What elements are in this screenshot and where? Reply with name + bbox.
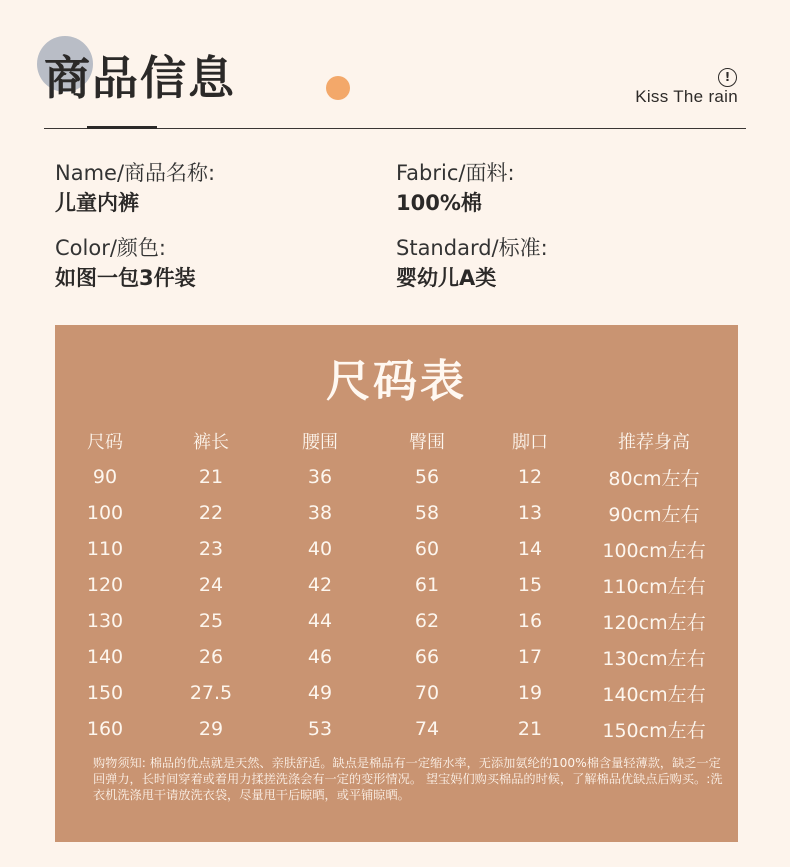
table-cell: 27.5 (189, 682, 233, 704)
table-cell: 21 (517, 718, 543, 740)
table-cell: 130cm左右 (602, 647, 706, 670)
table-cell: 44 (307, 610, 333, 632)
table-cell: 150cm左右 (602, 719, 706, 742)
table-row (55, 459, 738, 495)
table-row (55, 531, 738, 567)
column-header: 脚口 (512, 432, 548, 453)
table-cell: 36 (307, 466, 333, 488)
product-name-label: Name/商品名称: (55, 161, 216, 185)
color-label: Color/颜色: (55, 236, 166, 260)
table-cell: 110cm左右 (602, 575, 706, 598)
shopping-notice: 购物须知: 棉品的优点就是天然、亲肤舒适。缺点是棉品有一定缩水率，无添加氨纶的100%棉含量轻薄款，缺乏一定回弹力，长时间穿着或着用力揉搓洗涤会有一定的变形情况。 望宝妈们购买棉品的时候，了解棉品优缺点后购买。:洗衣机洗涤甩干请放洗衣袋，尽量甩干后晾晒，或平铺晾晒。 (93, 756, 723, 802)
column-header: 裤长 (193, 432, 229, 453)
table-row (55, 495, 738, 531)
table-cell: 46 (307, 646, 333, 668)
table-cell: 25 (198, 610, 224, 632)
table-cell: 56 (414, 466, 440, 488)
table-cell: 21 (198, 466, 224, 488)
color-block (55, 233, 196, 293)
table-row (55, 603, 738, 639)
table-row (55, 711, 738, 747)
table-cell: 160 (86, 718, 124, 740)
brand-name: Kiss The rain (635, 87, 738, 106)
table-cell: 130 (86, 610, 124, 632)
table-cell: 150 (86, 682, 124, 704)
fabric-label: Fabric/面料: (396, 161, 515, 185)
table-cell: 58 (414, 502, 440, 524)
table-cell: 22 (198, 502, 224, 524)
table-cell: 13 (517, 502, 543, 524)
table-cell: 49 (307, 682, 333, 704)
product-name-value: 儿童内裤 (55, 191, 139, 215)
column-header: 推荐身高 (618, 432, 690, 453)
table-cell: 60 (414, 538, 440, 560)
table-cell: 100cm左右 (602, 539, 706, 562)
table-cell: 53 (307, 718, 333, 740)
table-cell: 23 (198, 538, 224, 560)
table-cell: 61 (414, 574, 440, 596)
table-cell: 26 (198, 646, 224, 668)
table-cell: 80cm左右 (608, 467, 700, 490)
column-header: 腰围 (302, 432, 338, 453)
table-cell: 100 (86, 502, 124, 524)
table-cell: 14 (517, 538, 543, 560)
table-cell: 42 (307, 574, 333, 596)
table-cell: 70 (414, 682, 440, 704)
column-header: 臀围 (409, 432, 445, 453)
standard-label: Standard/标准: (396, 236, 548, 260)
table-cell: 90cm左右 (608, 503, 700, 526)
table-cell: 15 (517, 574, 543, 596)
table-cell: 38 (307, 502, 333, 524)
table-cell: 74 (414, 718, 440, 740)
header-divider-accent (87, 126, 157, 129)
page-title: 商品信息 (44, 51, 236, 105)
table-cell: 66 (414, 646, 440, 668)
size-chart-title: 尺码表 (326, 356, 467, 407)
table-cell: 12 (517, 466, 543, 488)
table-cell: 140 (86, 646, 124, 668)
fabric-block (396, 158, 515, 218)
table-row (55, 567, 738, 603)
table-cell: 29 (198, 718, 224, 740)
exclamation-circle-icon: ! (718, 68, 737, 87)
standard-value: 婴幼儿A类 (396, 266, 497, 290)
column-header: 尺码 (87, 432, 123, 453)
table-row (55, 639, 738, 675)
table-cell: 17 (517, 646, 543, 668)
table-cell: 40 (307, 538, 333, 560)
table-cell: 140cm左右 (602, 683, 706, 706)
size-table (55, 423, 738, 747)
table-cell: 62 (414, 610, 440, 632)
table-cell: 16 (517, 610, 543, 632)
table-cell: 90 (92, 466, 118, 488)
product-name-block (55, 158, 215, 218)
table-cell: 19 (517, 682, 543, 704)
decorative-orange-dot (326, 76, 350, 100)
table-cell: 120cm左右 (602, 611, 706, 634)
size-chart-panel (55, 325, 738, 842)
size-table-header (55, 423, 738, 459)
table-cell: 110 (86, 538, 124, 560)
table-cell: 120 (86, 574, 124, 596)
table-row (55, 675, 738, 711)
color-value: 如图一包3件装 (55, 266, 196, 290)
fabric-value: 100%棉 (396, 191, 482, 215)
table-cell: 24 (198, 574, 224, 596)
standard-block (396, 233, 548, 293)
